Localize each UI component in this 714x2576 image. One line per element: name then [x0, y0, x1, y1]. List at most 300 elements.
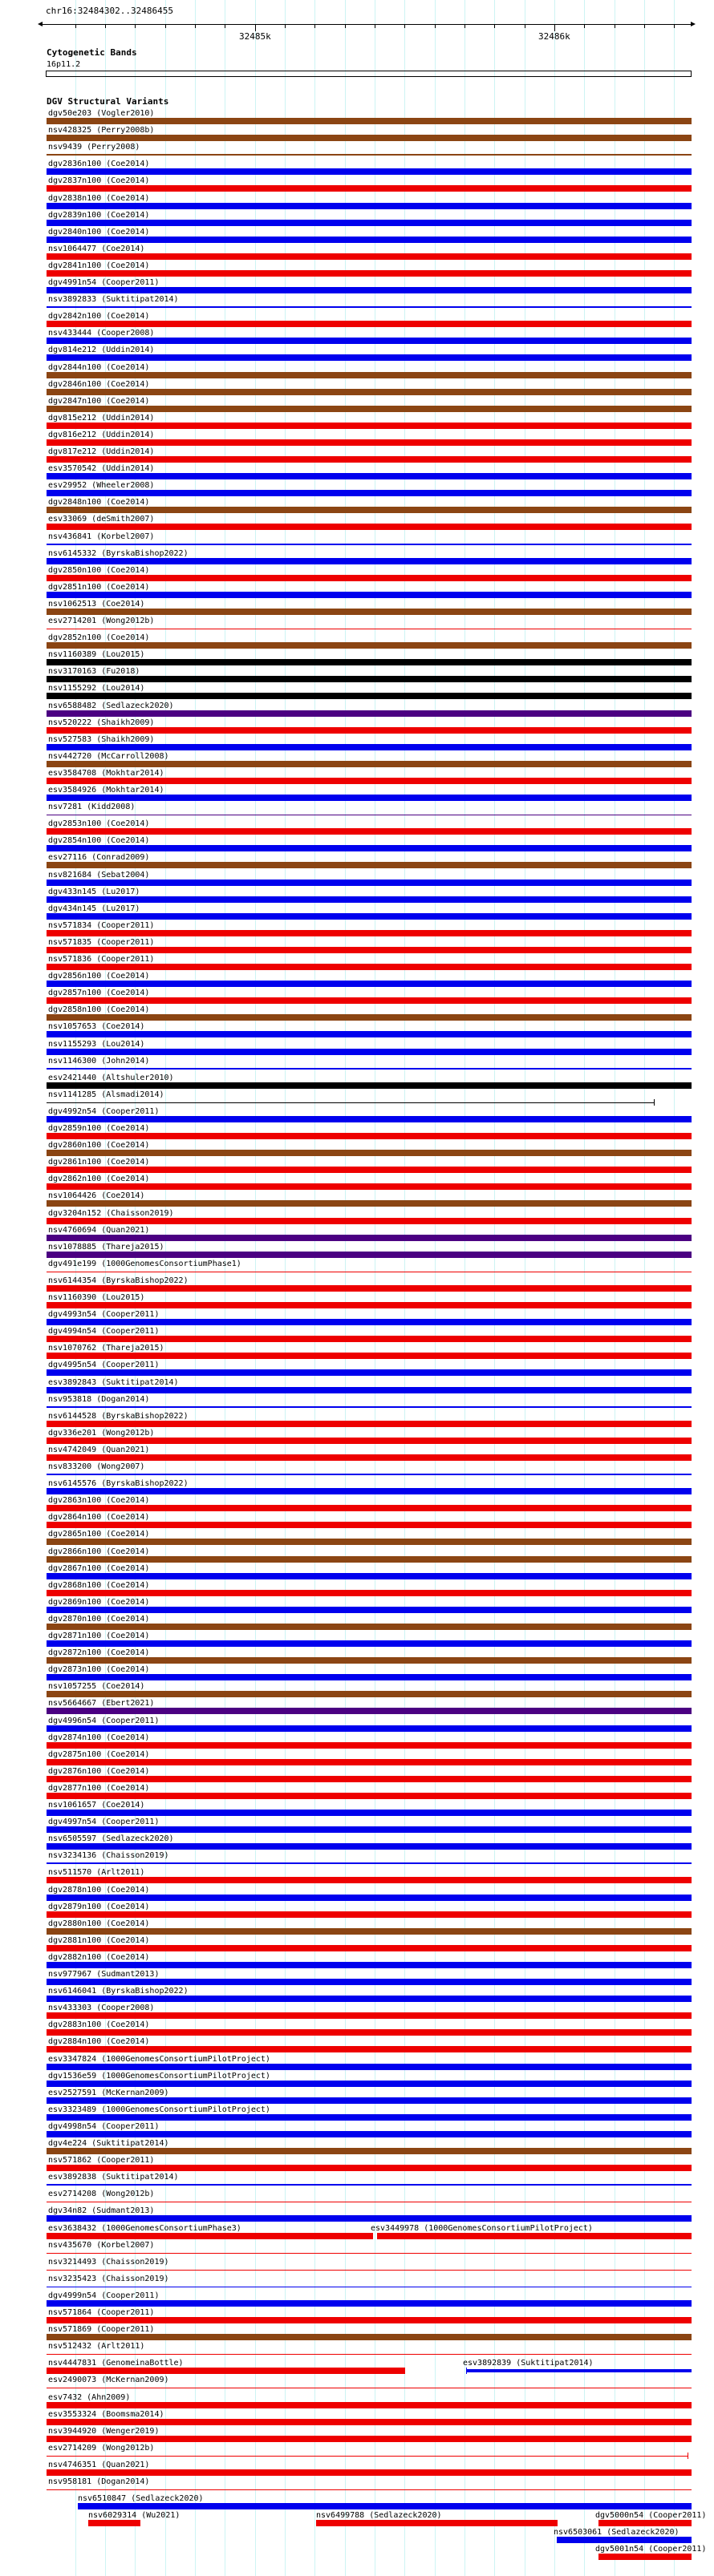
variant-label[interactable]: dgv5000n54 (Cooper2011): [595, 2511, 707, 2520]
variant-bar[interactable]: [47, 1031, 692, 1037]
variant-label[interactable]: dgv2875n100 (Coe2014): [48, 1750, 150, 1759]
variant-label[interactable]: nsv433444 (Cooper2008): [48, 329, 155, 338]
variant-label[interactable]: nsv571862 (Cooper2011): [48, 2156, 155, 2165]
variant-bar[interactable]: [47, 544, 692, 545]
variant-label[interactable]: nsv833200 (Wong2007): [48, 1462, 145, 1471]
variant-label[interactable]: nsv5664667 (Ebert2021): [48, 1699, 155, 1708]
variant-label[interactable]: esv3892838 (Suktitipat2014): [48, 2173, 179, 2182]
variant-label[interactable]: dgv2884n100 (Coe2014): [48, 2037, 150, 2046]
variant-bar[interactable]: [47, 237, 692, 243]
variant-bar[interactable]: [47, 997, 692, 1004]
variant-bar[interactable]: [47, 1235, 692, 1241]
variant-bar[interactable]: [47, 1640, 692, 1647]
variant-label[interactable]: dgv4e224 (Suktitipat2014): [48, 2139, 169, 2148]
variant-label[interactable]: dgv2847n100 (Coe2014): [48, 397, 150, 406]
variant-label[interactable]: nsv6588482 (Sedlazeck2020): [48, 702, 174, 710]
variant-bar[interactable]: [47, 1488, 692, 1494]
variant-label[interactable]: nsv6503061 (Sedlazeck2020): [554, 2528, 680, 2537]
variant-bar[interactable]: [47, 1336, 692, 1342]
variant-label[interactable]: nsv6505597 (Sedlazeck2020): [48, 1834, 174, 1843]
variant-label[interactable]: dgv4997n54 (Cooper2011): [48, 1818, 160, 1826]
variant-bar[interactable]: [47, 2402, 692, 2408]
variant-label[interactable]: dgv2873n100 (Coe2014): [48, 1665, 150, 1674]
variant-bar[interactable]: [47, 1573, 692, 1579]
ruler-arrow-left-icon: [38, 22, 43, 26]
variant-bar[interactable]: [47, 2081, 692, 2087]
variant-bar[interactable]: [47, 389, 692, 395]
variant-label[interactable]: dgv2844n100 (Coe2014): [48, 363, 150, 372]
variant-bar[interactable]: [557, 2537, 692, 2543]
variant-bar[interactable]: [47, 1387, 692, 1393]
variant-bar[interactable]: [47, 913, 692, 920]
variant-label[interactable]: dgv434n145 (Lu2017): [48, 904, 140, 913]
variant-bar[interactable]: [47, 1406, 692, 1408]
variant-bar[interactable]: [47, 2334, 692, 2340]
variant-bar[interactable]: [47, 1133, 692, 1139]
variant-bar[interactable]: [47, 592, 692, 598]
variant-bar[interactable]: [47, 2469, 692, 2476]
variant-bar[interactable]: [47, 1556, 692, 1563]
variant-bar[interactable]: [47, 1438, 692, 1444]
variant-label[interactable]: nsv1160390 (Lou2015): [48, 1293, 145, 1302]
variant-bar[interactable]: [47, 490, 692, 496]
variant-bar[interactable]: [47, 203, 692, 209]
variant-bar[interactable]: [47, 1369, 692, 1376]
variant-bar[interactable]: [47, 1607, 692, 1613]
variant-bar[interactable]: [47, 338, 692, 344]
variant-bar[interactable]: [47, 676, 692, 682]
variant-label[interactable]: nsv511570 (Arlt2011): [48, 1868, 145, 1877]
variant-bar[interactable]: [47, 1454, 692, 1461]
variant-bar[interactable]: [47, 1167, 692, 1173]
variant-bar[interactable]: [47, 423, 692, 429]
variant-bar[interactable]: [47, 2233, 373, 2239]
variant-label[interactable]: nsv6144354 (ByrskaBishop2022): [48, 1276, 189, 1285]
variant-label[interactable]: nsv1062513 (Coe2014): [48, 600, 145, 609]
variant-label[interactable]: dgv2864n100 (Coe2014): [48, 1513, 150, 1522]
variant-label[interactable]: nsv3944920 (Wenger2019): [48, 2427, 160, 2436]
variant-label[interactable]: dgv2848n100 (Coe2014): [48, 498, 150, 507]
variant-bar[interactable]: [47, 1691, 692, 1697]
variant-bar[interactable]: [47, 2354, 692, 2355]
variant-label[interactable]: esv7432 (Ahn2009): [48, 2393, 131, 2402]
variant-bar[interactable]: [377, 2233, 692, 2239]
variant-label[interactable]: dgv2882n100 (Coe2014): [48, 1953, 150, 1962]
variant-bar[interactable]: [598, 2554, 692, 2560]
variant-bar[interactable]: [47, 2489, 692, 2490]
variant-label[interactable]: dgv2871n100 (Coe2014): [48, 1632, 150, 1640]
variant-label[interactable]: dgv1536e59 (1000GenomesConsortiumPilotProject): [48, 2072, 270, 2081]
variant-bar[interactable]: [47, 2097, 692, 2104]
variant-bar[interactable]: [47, 321, 692, 327]
variant-label[interactable]: dgv817e212 (Uddin2014): [48, 447, 155, 456]
variant-label[interactable]: esv3323489 (1000GenomesConsortiumPilotProject): [48, 2105, 270, 2114]
ruler-tick: [255, 24, 256, 31]
variant-label[interactable]: dgv3204n152 (Chaisson2019): [48, 1209, 174, 1218]
variant-label[interactable]: nsv1057255 (Coe2014): [48, 1682, 145, 1691]
variant-label[interactable]: esv3449978 (1000GenomesConsortiumPilotProject): [371, 2224, 593, 2233]
variant-bar[interactable]: [47, 287, 692, 293]
variant-label[interactable]: dgv815e212 (Uddin2014): [48, 414, 155, 423]
variant-label[interactable]: esv3638432 (1000GenomesConsortiumPhase3): [48, 2224, 241, 2233]
variant-label[interactable]: nsv1064426 (Coe2014): [48, 1191, 145, 1200]
variant-label[interactable]: dgv814e212 (Uddin2014): [48, 346, 155, 354]
variant-bar[interactable]: [47, 253, 692, 260]
variant-bar[interactable]: [47, 1014, 692, 1021]
variant-label[interactable]: nsv3892833 (Suktitipat2014): [48, 295, 179, 304]
variant-bar[interactable]: [47, 507, 692, 513]
variant-label[interactable]: esv2714209 (Wong2012b): [48, 2444, 155, 2453]
variant-bar[interactable]: [47, 2165, 692, 2171]
variant-bar[interactable]: [47, 1624, 692, 1630]
variant-label[interactable]: nsv1141285 (Alsmadi2014): [48, 1090, 164, 1099]
variant-label[interactable]: nsv6144528 (ByrskaBishop2022): [48, 1412, 189, 1421]
variant-bar[interactable]: [47, 306, 692, 308]
variant-label[interactable]: dgv2860n100 (Coe2014): [48, 1141, 150, 1150]
variant-bar[interactable]: [47, 1218, 692, 1224]
variant-bar[interactable]: [47, 1252, 692, 1258]
variant-bar[interactable]: [47, 659, 692, 665]
variant-label[interactable]: dgv2869n100 (Coe2014): [48, 1598, 150, 1607]
variant-bar[interactable]: [47, 642, 692, 649]
variant-label[interactable]: nsv436841 (Korbel2007): [48, 532, 155, 541]
variant-label[interactable]: dgv2854n100 (Coe2014): [48, 836, 150, 845]
variant-bar[interactable]: [47, 1826, 692, 1833]
variant-bar[interactable]: [47, 2436, 692, 2442]
variant-bar[interactable]: [47, 1116, 692, 1122]
variant-label[interactable]: dgv2880n100 (Coe2014): [48, 1919, 150, 1928]
variant-bar[interactable]: [47, 1505, 692, 1511]
variant-label[interactable]: dgv2872n100 (Coe2014): [48, 1648, 150, 1657]
variant-label[interactable]: nsv3234136 (Chaisson2019): [48, 1851, 169, 1860]
variant-bar[interactable]: [47, 354, 692, 361]
variant-label[interactable]: dgv2841n100 (Coe2014): [48, 261, 150, 270]
variant-label[interactable]: nsv428325 (Perry2008b): [48, 126, 155, 135]
variant-label[interactable]: nsv977967 (Sudmant2013): [48, 1970, 160, 1979]
variant-bar[interactable]: [47, 1895, 692, 1901]
variant-label[interactable]: nsv4760694 (Quan2021): [48, 1226, 150, 1235]
variant-bar[interactable]: [47, 118, 692, 124]
variant-label[interactable]: dgv2846n100 (Coe2014): [48, 380, 150, 389]
variant-label[interactable]: nsv6146041 (ByrskaBishop2022): [48, 1987, 189, 1996]
variant-bar[interactable]: [47, 2270, 692, 2271]
variant-bar[interactable]: [47, 896, 692, 903]
variant-bar[interactable]: [47, 1657, 692, 1664]
variant-label[interactable]: nsv3170163 (Fu2018): [48, 667, 140, 676]
variant-label[interactable]: dgv2862n100 (Coe2014): [48, 1175, 150, 1183]
variant-label[interactable]: dgv4992n54 (Cooper2011): [48, 1107, 160, 1116]
variant-bar[interactable]: [47, 1843, 692, 1850]
variant-label[interactable]: nsv435670 (Korbel2007): [48, 2241, 155, 2250]
variant-bar[interactable]: [47, 168, 692, 175]
variant-bar[interactable]: [47, 135, 692, 141]
variant-label[interactable]: dgv2866n100 (Coe2014): [48, 1547, 150, 1556]
variant-bar[interactable]: [47, 1082, 692, 1089]
variant-bar[interactable]: [47, 880, 692, 886]
variant-bar[interactable]: [47, 2064, 692, 2070]
variant-label[interactable]: dgv2836n100 (Coe2014): [48, 160, 150, 168]
variant-label[interactable]: esv3553324 (Boomsma2014): [48, 2410, 164, 2419]
variant-label[interactable]: nsv1057653 (Coe2014): [48, 1022, 145, 1031]
variant-bar[interactable]: [47, 1590, 692, 1596]
variant-label[interactable]: dgv2837n100 (Coe2014): [48, 176, 150, 185]
variant-label[interactable]: dgv2878n100 (Coe2014): [48, 1886, 150, 1895]
variant-label[interactable]: dgv34n82 (Sudmant2013): [48, 2206, 155, 2215]
variant-bar[interactable]: [47, 558, 692, 564]
variant-bar[interactable]: [47, 947, 692, 953]
variant-bar[interactable]: [47, 1725, 692, 1732]
ruler-tick: [435, 24, 436, 28]
variant-label[interactable]: dgv2874n100 (Coe2014): [48, 1733, 150, 1742]
variant-label[interactable]: nsv3214493 (Chaisson2019): [48, 2258, 169, 2267]
variant-bar[interactable]: [47, 1674, 692, 1680]
variant-label[interactable]: dgv2857n100 (Coe2014): [48, 989, 150, 997]
variant-bar[interactable]: [47, 845, 692, 851]
variant-bar[interactable]: [47, 609, 692, 615]
variant-label[interactable]: dgv2876n100 (Coe2014): [48, 1767, 150, 1776]
variant-bar[interactable]: [47, 2368, 405, 2374]
variant-bar[interactable]: [47, 1302, 692, 1308]
variant-bar[interactable]: [47, 693, 692, 699]
variant-label[interactable]: nsv6145576 (ByrskaBishop2022): [48, 1479, 189, 1488]
variant-label[interactable]: dgv4994n54 (Cooper2011): [48, 1327, 160, 1336]
variant-bar[interactable]: [47, 1862, 692, 1864]
variant-label[interactable]: nsv6510847 (Sedlazeck2020): [78, 2494, 204, 2503]
variant-label[interactable]: esv3892843 (Suktitipat2014): [48, 1378, 179, 1387]
variant-bar[interactable]: [316, 2520, 558, 2526]
variant-label[interactable]: dgv2858n100 (Coe2014): [48, 1005, 150, 1014]
variant-label[interactable]: dgv2840n100 (Coe2014): [48, 228, 150, 237]
variant-label[interactable]: esv3570542 (Uddin2014): [48, 464, 155, 473]
variant-bar[interactable]: [47, 2148, 692, 2154]
variant-bar[interactable]: [47, 1319, 692, 1325]
variant-label[interactable]: nsv1160389 (Lou2015): [48, 650, 145, 659]
variant-label[interactable]: nsv4447831 (GenomeinaBottle): [48, 2359, 184, 2368]
variant-label[interactable]: esv3347824 (1000GenomesConsortiumPilotProject): [48, 2055, 270, 2064]
variant-bar[interactable]: [47, 2300, 692, 2307]
variant-bar[interactable]: [47, 2029, 692, 2036]
variant-label[interactable]: nsv571834 (Cooper2011): [48, 921, 155, 930]
variant-label[interactable]: dgv5001n54 (Cooper2011): [595, 2545, 707, 2554]
variant-label[interactable]: nsv4746351 (Quan2021): [48, 2461, 150, 2469]
variant-bar[interactable]: [47, 1810, 692, 1816]
variant-label[interactable]: nsv6145332 (ByrskaBishop2022): [48, 549, 189, 558]
variant-label[interactable]: dgv2877n100 (Coe2014): [48, 1784, 150, 1793]
variant-label[interactable]: nsv512432 (Arlt2011): [48, 2342, 145, 2351]
variant-label[interactable]: nsv571869 (Cooper2011): [48, 2325, 155, 2334]
variant-label[interactable]: dgv2859n100 (Coe2014): [48, 1124, 150, 1133]
variant-bar[interactable]: [47, 1911, 692, 1918]
variant-label[interactable]: nsv442720 (McCarroll2008): [48, 752, 169, 761]
variant-bar[interactable]: [47, 2046, 692, 2052]
variant-label[interactable]: dgv4996n54 (Cooper2011): [48, 1717, 160, 1725]
variant-bar[interactable]: [47, 930, 692, 936]
variant-label[interactable]: nsv4742049 (Quan2021): [48, 1446, 150, 1454]
variant-label[interactable]: nsv1155293 (Lou2014): [48, 1040, 145, 1049]
dgv-section-title: DGV Structural Variants: [47, 96, 169, 107]
variant-label[interactable]: esv29952 (Wheeler2008): [48, 481, 155, 490]
variant-bar[interactable]: [47, 1068, 692, 1070]
variant-label[interactable]: esv27116 (Conrad2009): [48, 853, 150, 862]
variant-label[interactable]: dgv4991n54 (Cooper2011): [48, 278, 160, 287]
variant-label[interactable]: esv2527591 (McKernan2009): [48, 2089, 169, 2097]
variant-bar[interactable]: [47, 964, 692, 970]
variant-label[interactable]: dgv2870n100 (Coe2014): [48, 1615, 150, 1624]
variant-label[interactable]: dgv816e212 (Uddin2014): [48, 431, 155, 439]
variant-label[interactable]: dgv2883n100 (Coe2014): [48, 2020, 150, 2029]
variant-bar[interactable]: [47, 828, 692, 835]
variant-bar[interactable]: [47, 778, 692, 784]
variant-label[interactable]: dgv336e201 (Wong2012b): [48, 1429, 155, 1438]
variant-label[interactable]: esv33069 (deSmith2007): [48, 515, 155, 524]
variant-label[interactable]: nsv6029314 (Wu2021): [88, 2511, 181, 2520]
variant-label[interactable]: dgv2863n100 (Coe2014): [48, 1496, 150, 1505]
variant-bar[interactable]: [47, 439, 692, 446]
variant-label[interactable]: nsv1061657 (Coe2014): [48, 1801, 145, 1810]
variant-label[interactable]: dgv433n145 (Lu2017): [48, 888, 140, 896]
variant-bar[interactable]: [47, 1539, 692, 1545]
variant-bar[interactable]: [47, 862, 692, 868]
variant-label[interactable]: dgv2850n100 (Coe2014): [48, 566, 150, 575]
variant-bar[interactable]: [47, 1150, 692, 1156]
variant-bar[interactable]: [47, 1996, 692, 2002]
variant-bar[interactable]: [47, 1776, 692, 1782]
variant-bar[interactable]: [47, 406, 692, 412]
variant-label[interactable]: nsv571836 (Cooper2011): [48, 955, 155, 964]
variant-label[interactable]: dgv2867n100 (Coe2014): [48, 1564, 150, 1573]
variant-label[interactable]: nsv527583 (Shaikh2009): [48, 735, 155, 744]
ruler-tick: [345, 24, 346, 28]
variant-bar[interactable]: [47, 473, 692, 479]
variant-bar[interactable]: [47, 1742, 692, 1749]
variant-label[interactable]: nsv1064477 (Coe2014): [48, 245, 145, 253]
variant-bar[interactable]: [47, 2456, 688, 2457]
variant-bar[interactable]: [47, 727, 692, 734]
variant-bar[interactable]: [598, 2520, 692, 2526]
variant-label[interactable]: dgv2879n100 (Coe2014): [48, 1903, 150, 1911]
variant-bar[interactable]: [47, 1945, 692, 1951]
variant-bar[interactable]: [47, 744, 692, 750]
variant-label[interactable]: nsv7281 (Kidd2008): [48, 803, 136, 811]
variant-bar[interactable]: [47, 2012, 692, 2019]
variant-label[interactable]: esv2714201 (Wong2012b): [48, 617, 155, 625]
variant-bar[interactable]: [78, 2503, 692, 2509]
variant-label[interactable]: dgv2861n100 (Coe2014): [48, 1158, 150, 1167]
variant-label[interactable]: nsv821684 (Sebat2004): [48, 871, 150, 880]
variant-label[interactable]: nsv571864 (Cooper2011): [48, 2308, 155, 2317]
variant-bar[interactable]: [47, 270, 692, 277]
variant-label[interactable]: esv2490073 (McKernan2009): [48, 2376, 169, 2384]
variant-bar[interactable]: [47, 2419, 692, 2425]
variant-bar[interactable]: [47, 795, 692, 801]
variant-label[interactable]: esv3584926 (Mokhtar2014): [48, 786, 164, 795]
variant-bar[interactable]: [47, 1522, 692, 1528]
variant-bar[interactable]: [47, 1793, 692, 1799]
variant-label[interactable]: dgv4999n54 (Cooper2011): [48, 2291, 160, 2300]
variant-label[interactable]: esv2714208 (Wong2012b): [48, 2190, 155, 2198]
variant-label[interactable]: dgv4995n54 (Cooper2011): [48, 1361, 160, 1369]
variant-bar[interactable]: [47, 761, 692, 767]
variant-label[interactable]: dgv2856n100 (Coe2014): [48, 972, 150, 981]
variant-label[interactable]: nsv6499788 (Sedlazeck2020): [316, 2511, 442, 2520]
variant-label[interactable]: nsv1146300 (John2014): [48, 1057, 150, 1066]
variant-label[interactable]: esv3584708 (Mokhtar2014): [48, 769, 164, 778]
variant-bar[interactable]: [47, 1979, 692, 1985]
variant-label[interactable]: nsv1070762 (Thareja2015): [48, 1344, 164, 1353]
variant-label[interactable]: dgv2853n100 (Coe2014): [48, 819, 150, 828]
variant-label[interactable]: nsv520222 (Shaikh2009): [48, 718, 155, 727]
variant-label[interactable]: nsv1078885 (Thareja2015): [48, 1243, 164, 1252]
variant-label[interactable]: dgv2842n100 (Coe2014): [48, 312, 150, 321]
variant-bar[interactable]: [47, 1962, 692, 1968]
variant-label[interactable]: nsv958181 (Dogan2014): [48, 2477, 150, 2486]
variant-label[interactable]: dgv491e199 (1000GenomesConsortiumPhase1): [48, 1260, 241, 1268]
variant-label[interactable]: dgv4993n54 (Cooper2011): [48, 1310, 160, 1319]
variant-bar[interactable]: [47, 1708, 692, 1714]
variant-label[interactable]: dgv2838n100 (Coe2014): [48, 194, 150, 203]
variant-bar[interactable]: [47, 1353, 692, 1359]
variant-bar[interactable]: [466, 2369, 692, 2372]
variant-label[interactable]: dgv2881n100 (Coe2014): [48, 1936, 150, 1945]
variant-bar[interactable]: [47, 2317, 692, 2323]
variant-label[interactable]: esv2421440 (Altshuler2010): [48, 1074, 174, 1082]
ruler-tick: [105, 24, 106, 28]
variant-bar[interactable]: [47, 575, 692, 581]
variant-label[interactable]: dgv2865n100 (Coe2014): [48, 1530, 150, 1539]
variant-bar[interactable]: [47, 524, 692, 530]
variant-bar[interactable]: [47, 1200, 692, 1207]
variant-label[interactable]: dgv2839n100 (Coe2014): [48, 211, 150, 220]
variant-bar[interactable]: [47, 2184, 692, 2186]
variant-label[interactable]: nsv9439 (Perry2008): [48, 143, 140, 152]
variant-label[interactable]: dgv4998n54 (Cooper2011): [48, 2122, 160, 2131]
variant-bar[interactable]: [47, 2215, 692, 2222]
variant-bar[interactable]: [47, 2253, 692, 2254]
variant-label[interactable]: dgv50e203 (Vogler2010): [48, 109, 155, 118]
variant-bar[interactable]: [47, 154, 692, 156]
variant-bar[interactable]: [47, 2131, 692, 2137]
variant-bar[interactable]: [47, 1928, 692, 1935]
variant-bar[interactable]: [47, 1474, 692, 1475]
variant-label[interactable]: dgv2851n100 (Coe2014): [48, 583, 150, 592]
variant-bar[interactable]: [47, 1877, 692, 1883]
variant-bar[interactable]: [47, 456, 692, 463]
variant-bar[interactable]: [47, 2114, 692, 2121]
variant-bar[interactable]: [47, 981, 692, 987]
variant-label[interactable]: nsv571835 (Cooper2011): [48, 938, 155, 947]
cytoband-section-title: Cytogenetic Bands: [47, 47, 137, 58]
cytoband-bar[interactable]: [46, 71, 692, 77]
variant-label[interactable]: nsv3235423 (Chaisson2019): [48, 2275, 169, 2283]
variant-bar[interactable]: [47, 372, 692, 378]
variant-bar[interactable]: [47, 1102, 654, 1103]
variant-bar[interactable]: [47, 1183, 692, 1190]
variant-bar[interactable]: [47, 1285, 692, 1292]
variant-bar[interactable]: [47, 220, 692, 226]
variant-bar[interactable]: [47, 1421, 692, 1427]
variant-bar[interactable]: [47, 710, 692, 717]
variant-label[interactable]: dgv2852n100 (Coe2014): [48, 633, 150, 642]
variant-label[interactable]: dgv2868n100 (Coe2014): [48, 1581, 150, 1590]
variant-bar[interactable]: [47, 185, 692, 192]
variant-bar[interactable]: [47, 1759, 692, 1765]
variant-bar[interactable]: [88, 2520, 140, 2526]
variant-label[interactable]: nsv953818 (Dogan2014): [48, 1395, 150, 1404]
variant-label[interactable]: esv3892839 (Suktitipat2014): [463, 2359, 594, 2368]
variant-label[interactable]: nsv1155292 (Lou2014): [48, 684, 145, 693]
variant-bar[interactable]: [47, 1049, 692, 1055]
variant-label[interactable]: nsv433303 (Cooper2008): [48, 2004, 155, 2012]
